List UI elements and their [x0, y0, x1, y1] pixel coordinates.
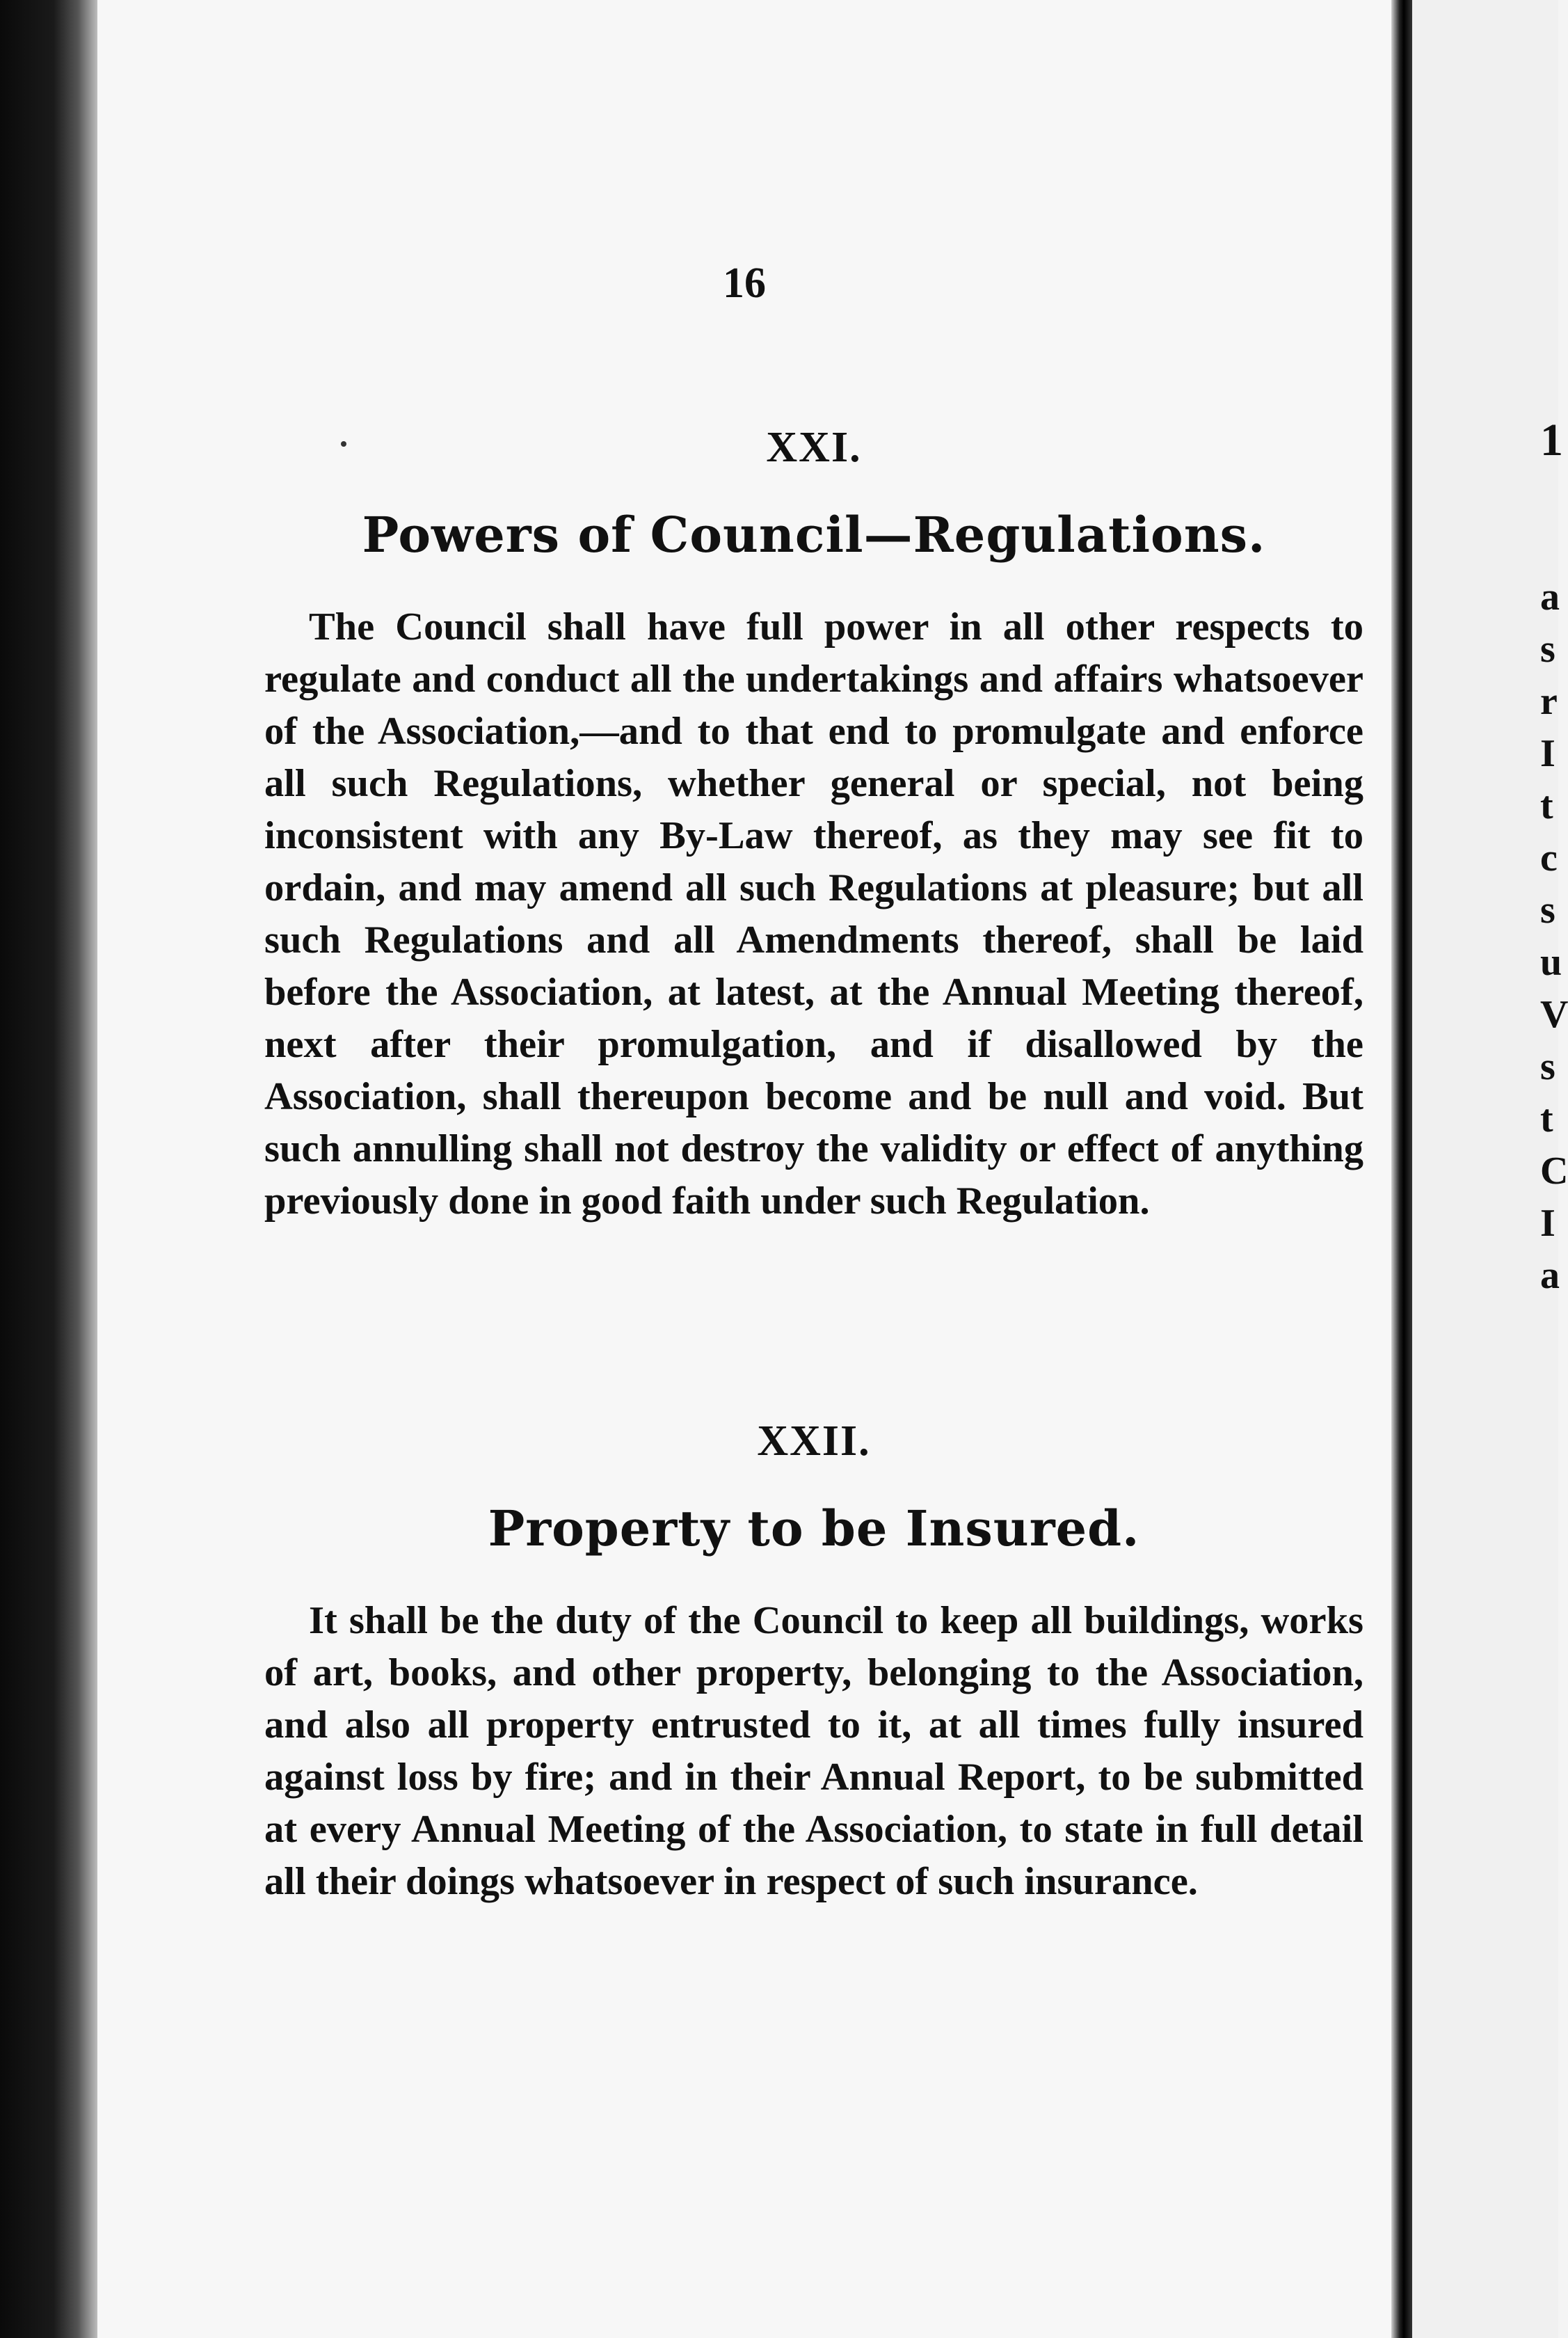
section-title: Powers of Council—Regulations.: [362, 506, 1266, 564]
scan-speck: [341, 441, 346, 447]
adjacent-fragment: s: [1540, 628, 1555, 671]
adjacent-fragment: a: [1540, 1254, 1560, 1297]
adjacent-fragment: t: [1540, 784, 1553, 827]
document-page: [97, 0, 1391, 2338]
section-numeral: XXI.: [766, 424, 862, 471]
adjacent-fragment: I: [1540, 732, 1555, 775]
adjacent-fragment: s: [1540, 1045, 1555, 1088]
section-xxi: [264, 426, 1363, 1227]
section-numeral: XXII.: [757, 1417, 871, 1465]
adjacent-page-edge: [1412, 0, 1568, 2338]
adjacent-fragment: r: [1540, 680, 1558, 723]
adjacent-fragment: I: [1540, 1202, 1555, 1245]
adjacent-fragment: u: [1540, 941, 1562, 984]
adjacent-fragment: a: [1540, 575, 1560, 619]
adjacent-fragment: c: [1540, 836, 1558, 880]
section-xxii: [264, 1417, 1363, 1908]
adjacent-fragment: C: [1540, 1150, 1568, 1193]
page-gutter: [1391, 0, 1412, 2338]
page-number: 16: [723, 260, 766, 307]
section-body: The Council shall have full power in all other respects to regulate and conduct all the undertakings and affairs whatsoever of the Association,—and to that end to promulgate and enforce all such Regulations, whether general or special, not being inconsistent with any By-Law thereof, as they may see fit to ordain, and may amend all such Regulations at pleasure; but all such Regulations and all Amendments thereof, shall be laid before the Association, at latest, at the Annual Meeting thereof, next after their promulgation, and if disallowed by the Association, shall thereupon become and be null and void. But such annulling shall not destroy the validity or effect of anything previously done in good faith under such Regulation.: [264, 605, 1363, 1223]
adjacent-fragment: t: [1540, 1097, 1553, 1140]
adjacent-fragment: 1: [1540, 415, 1563, 466]
section-title: Property to be Insured.: [488, 1500, 1140, 1557]
adjacent-fragment: V: [1540, 993, 1568, 1036]
adjacent-fragment: s: [1540, 889, 1555, 932]
section-body: It shall be the duty of the Council to keep all buildings, works of art, books, and other property, belonging to the Association, and also all property entrusted to it, at all times fully insured against loss by fire; and in their Annual Report, to be submitted at every Annual Meeting of the Association, to state in full detail all their doings whatsoever in respect of such insurance.: [264, 1599, 1363, 1903]
scan-left-edge: [0, 0, 97, 2338]
